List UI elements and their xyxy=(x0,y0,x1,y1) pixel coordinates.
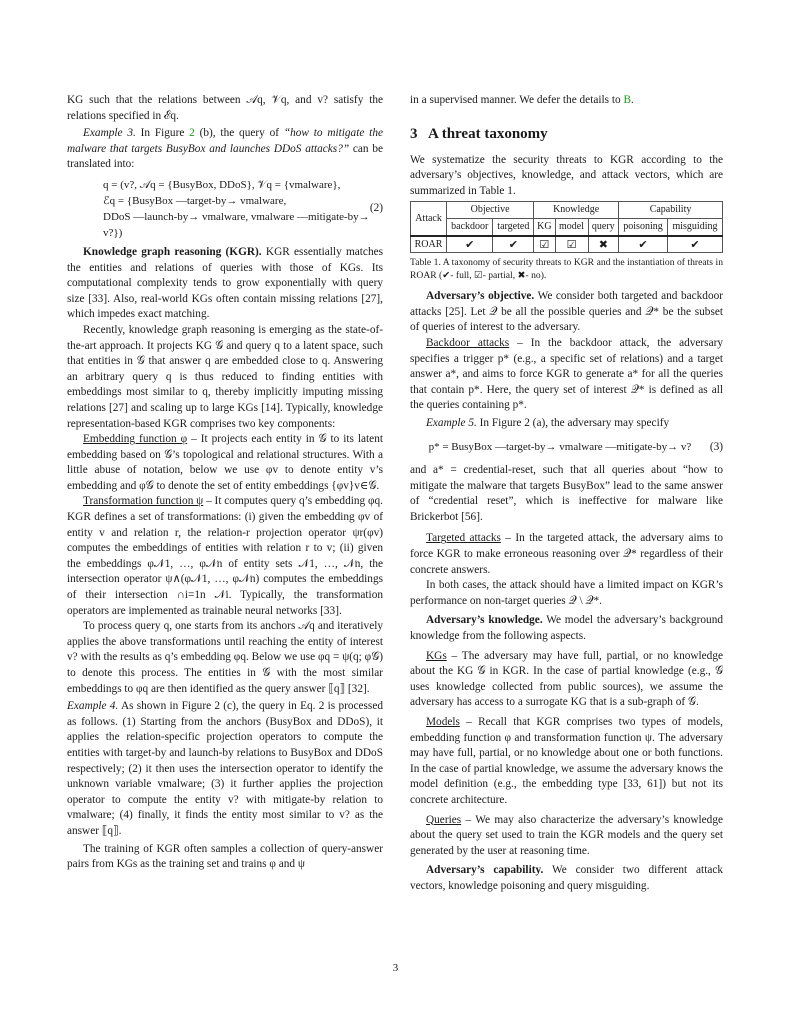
example-5-label: Example 5. xyxy=(426,416,477,429)
both-paragraph: In both cases, the attack should have a limited impact on KGR’s performance on non-target queries 𝒬 \ 𝒬*. xyxy=(410,579,723,607)
systematize-paragraph: We systematize the security threats to KGR according to the adversary’s objectives, knowledge, and attack vectors, which are summarized in Table 1. xyxy=(410,153,723,197)
knowledge-text: We model the adversary’s background knowledge from the following aspects. xyxy=(410,614,723,643)
kgr-text: KGR essentially matches the entities and relations of queries with those of KGs. Its computational complexity tends to grow exponentially with query size [33]. Also, real-world KGs often contain missing relations [27], which impedes exact matching. xyxy=(67,245,384,321)
example-3 xyxy=(67,126,383,173)
knowledge-heading: Adversary’s knowledge. xyxy=(426,614,543,627)
table-group-objective: Objective xyxy=(447,202,534,219)
models-paragraph xyxy=(410,715,723,809)
equation-2-number: (2) xyxy=(369,202,383,215)
process-paragraph: To process query q, one starts from its anchors 𝒜q and iteratively applies the above transformations until reaching the entity of interest v? with the results as q’s embedding φq. Below we use φq = ψ(q; φ𝒢) to denote this process. The entities in 𝒢 with the most similar embeddings to φq are then identified as the query answer ⟦q⟧ [32]. xyxy=(67,620,383,695)
equation-3-number: (3) xyxy=(709,440,723,453)
embedding-text: – It projects each entity in 𝒢 to its latent embedding based on 𝒢’s topological and relational structures. With a little abuse of notation, below we use φv to denote entity v’s embedding and φ𝒢 to denote the set of entity embeddings {φv}v∈𝒢. xyxy=(67,433,383,492)
queries-text: – We may also characterize the adversary’s knowledge about the query set used to train the KGR models and the query set generated by the user at reasoning time. xyxy=(410,813,723,857)
example-3-text-3: can be translated into: xyxy=(67,142,384,171)
figure-link[interactable]: 2 xyxy=(189,127,195,140)
left-column xyxy=(67,93,383,873)
kgs-paragraph xyxy=(410,649,723,711)
capability-heading: Adversary’s capability. xyxy=(426,864,544,877)
table-col-query: query xyxy=(588,218,619,235)
table-cell-misguiding: ✔ xyxy=(667,236,722,253)
equation-3 xyxy=(410,440,723,456)
models-term: Models xyxy=(426,716,460,728)
table-group-capability: Capability xyxy=(619,202,723,219)
left-paragraph-1: KG such that the relations between 𝒜q, 𝒱q, and v? satisfy the relations specified in ℰq. xyxy=(67,94,383,122)
table-row-label: ROAR xyxy=(411,236,447,253)
table-col-backdoor: backdoor xyxy=(447,218,493,235)
table-caption: Table 1. A taxonomy of security threats to KGR and the instantiation of threats in ROAR (✔- full, ☑- partial, ✖- no). xyxy=(410,257,723,282)
capability-text: We consider two different attack vectors, knowledge poisoning and query misguiding. xyxy=(410,864,724,892)
table-group-knowledge: Knowledge xyxy=(534,202,619,219)
transformation-paragraph xyxy=(67,494,383,619)
objective-heading: Adversary’s objective. xyxy=(426,290,535,303)
section-heading xyxy=(410,125,723,143)
equation-2-line-1: q = (v?, 𝒜q = {BusyBox, DDoS}, 𝒱q = {vmalware}, xyxy=(103,178,341,191)
example-4-label: Example 4. xyxy=(67,700,119,713)
appendix-link[interactable]: B xyxy=(623,94,632,106)
example-4-text: As shown in Figure 2 (c), the query in Eq. 2 is processed as follows. (1) Starting from the anchors (BusyBox and DDoS), it applies the relation-specific projection operators to compute the entities with target-by and launch-by relations to BusyBox and DDoS respectively; (2) it then uses the intersection operator to identify the unknown variable vmalware; (3) it further applies the projection operator to compute the entity v? with mitigate-by relation to vmalware; (4) finally, it finds the entity most similar to v? as the answer ⟦q⟧. xyxy=(67,700,383,837)
targeted-text: – In the targeted attack, the adversary aims to force KGR to make erroneous reasoning over 𝒬* regardless of their concrete answers. xyxy=(410,532,723,576)
capability-paragraph xyxy=(410,863,723,894)
taxonomy-table xyxy=(410,201,723,253)
transformation-term: Transformation function ψ xyxy=(83,495,204,508)
kgr-heading: Knowledge graph reasoning (KGR). xyxy=(83,245,262,258)
example-4 xyxy=(67,699,383,839)
kgs-text: – The adversary may have full, partial, or no knowledge about the KG 𝒢 in KGR. In the case of partial knowledge (e.g., 𝒢 uses knowledge collected from public sources), we assume the adversary has access to a surrogate KG that is a sub-graph of 𝒢. xyxy=(410,649,723,709)
table-cell-query: ✖ xyxy=(588,236,619,253)
right-paragraph-1: in a supervised manner. We defer the details to B. xyxy=(410,94,634,106)
table-col-kg: KG xyxy=(534,218,555,235)
training-paragraph: The training of KGR often samples a collection of query-answer pairs from KGs as the training set and trains φ and ψ xyxy=(67,842,383,871)
table-cell-poisoning: ✔ xyxy=(619,236,668,253)
equation-2-line-2: ℰq = {BusyBox —target-by→ vmalware, xyxy=(103,194,287,207)
models-text: – Recall that KGR comprises two types of models, embedding function φ and transformation function ψ. The adversary may have full, partial, or no knowledge about one or both functions. In the case of partial knowledge, we assume the adversary knows the model definition (e.g., the embedding type [33, 61]) but not its concrete architecture. xyxy=(410,716,723,806)
queries-term: Queries xyxy=(426,813,462,826)
example-5 xyxy=(410,416,723,432)
right-column xyxy=(410,93,723,895)
kgs-term: KGs xyxy=(426,649,447,662)
table-cell-backdoor: ✔ xyxy=(447,236,493,253)
targeted-term: Targeted attacks xyxy=(426,532,501,545)
table-col-model: model xyxy=(555,218,588,235)
example-3-text: In Figure xyxy=(140,127,185,140)
table-col-poisoning: poisoning xyxy=(619,218,668,235)
targeted-paragraph xyxy=(410,531,723,578)
equation-3-body: p* = BusyBox —target-by→ vmalware —mitigate-by→ v? xyxy=(428,440,692,453)
table-cell-targeted: ✔ xyxy=(493,236,534,253)
backdoor-text: – In the backdoor attack, the adversary specifies a trigger p* (e.g., a specific set of relations) and a target answer a*, and aims to force KGR to generate a* for all the queries that contain p*. Here, the query set of interest 𝒬* is defined as all the queries containing p*. xyxy=(410,336,724,412)
table-col-misguiding: misguiding xyxy=(667,218,722,235)
example-3-quote: “how to mitigate the malware that targets BusyBox and launches DDoS attacks?” xyxy=(67,127,383,155)
backdoor-paragraph xyxy=(410,336,723,414)
section-title: A threat taxonomy xyxy=(427,125,548,142)
page-number: 3 xyxy=(392,962,399,974)
example-3-label: Example 3. xyxy=(83,127,136,140)
transformation-text: – It computes query q’s embedding φq. KGR defines a set of transformations: (i) given the embedding φv of entity v and relation r, the relation-r projection operator ψr(φv) computes the embeddings of entities with relation r to v; (ii) given the embeddings φ𝒩1, …, φ𝒩n of entity sets 𝒩1, …, 𝒩n, the intersection operator ψ∧(φ𝒩1, …, φ𝒩n) computes the embeddings of their intersection ∩i=1n 𝒩i. Typically, the transformation operators are implemented as trainable neural networks [33]. xyxy=(67,495,383,617)
credential-paragraph: and a* = credential-reset, such that all queries about “how to mitigate the malware that targets BusyBox” lead to the same answer of “credential reset”, which is ineffective for malware like Brickerbot [56]. xyxy=(410,464,723,523)
table-cell-model: ☑ xyxy=(555,236,588,253)
backdoor-term: Backdoor attacks xyxy=(426,336,510,349)
table-col-targeted: targeted xyxy=(493,218,534,235)
equation-2 xyxy=(67,177,383,241)
embedding-paragraph xyxy=(67,432,383,494)
right-paragraph-1-text: in a supervised manner. We defer the details to xyxy=(410,94,621,106)
table-attack-header: Attack xyxy=(411,202,447,236)
queries-paragraph xyxy=(410,813,723,860)
kgr-paragraph xyxy=(67,245,383,323)
section-number: 3 xyxy=(410,125,418,142)
table-cell-kg: ☑ xyxy=(534,236,555,253)
example-3-text-2: (b), the query of xyxy=(199,127,279,140)
objective-paragraph xyxy=(410,289,723,336)
recently-paragraph: Recently, knowledge graph reasoning is emerging as the state-of-the-art approach. It projects KG 𝒢 and query q to a latent space, such that entities in 𝒢 that answer q are embedded close to q. Answering an arbitrary query q is thus reduced to finding entities with embeddings most similar to q, thereby implicitly imputing missing relations [27] and scaling up to large KGs [14]. Typically, knowledge representation-based KGR comprises two key components: xyxy=(67,323,383,430)
knowledge-paragraph xyxy=(410,613,723,644)
objective-text: We consider both targeted and backdoor attacks [25]. Let 𝒬 be all the possible queries and 𝒬* be the subset of queries of interest to the adversary. xyxy=(410,290,724,334)
example-5-text: In Figure 2 (a), the adversary may specify xyxy=(479,416,670,429)
embedding-term: Embedding function φ xyxy=(83,433,188,446)
equation-2-line-3: DDoS —launch-by→ vmalware, vmalware —mitigate-by→ v?}) xyxy=(103,210,370,239)
